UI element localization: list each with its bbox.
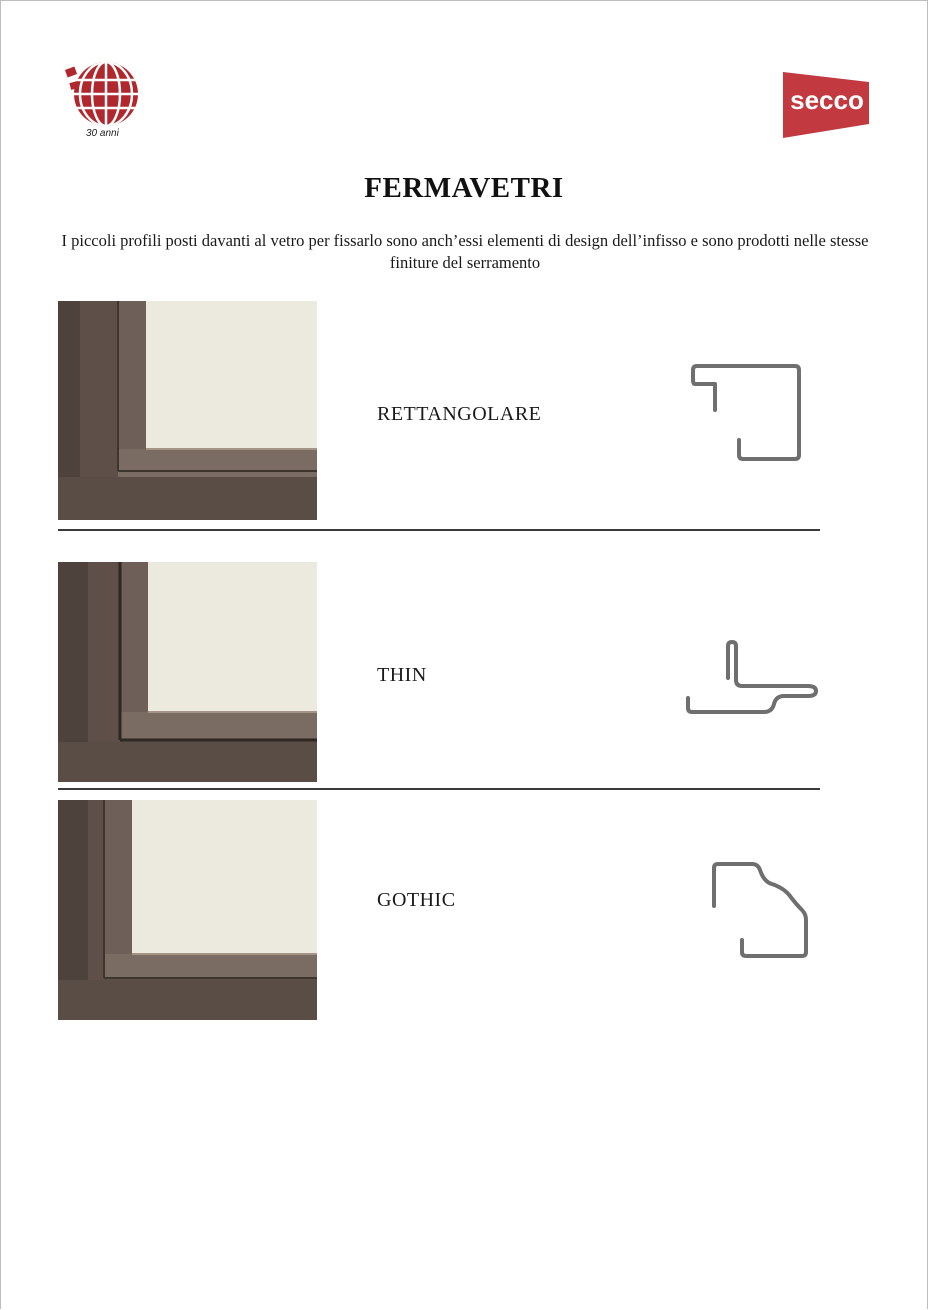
secco-logo-text: secco	[790, 85, 864, 115]
gothic-photo	[58, 800, 317, 1020]
row-divider	[58, 788, 820, 790]
profile-label-rettangolare: RETTANGOLARE	[377, 403, 542, 425]
rectangular-profile-icon	[685, 358, 807, 466]
intro-paragraph: I piccoli profili posti davanti al vetro per fissarlo sono anch’essi elementi di design dell’infisso e sono prodotti nelle stesse finiture del serramento	[61, 231, 869, 272]
row-divider	[58, 529, 820, 531]
thin-photo	[58, 562, 317, 782]
rettangolare-photo	[58, 301, 317, 520]
profile-label-gothic: GOTHIC	[377, 889, 456, 911]
profile-label-thin: THIN	[377, 664, 427, 686]
thin-profile-icon	[688, 642, 816, 712]
page-title: FERMAVETRI	[364, 172, 564, 204]
logo-caption: 30 anni	[86, 128, 119, 139]
gothic-profile-icon	[714, 864, 806, 956]
